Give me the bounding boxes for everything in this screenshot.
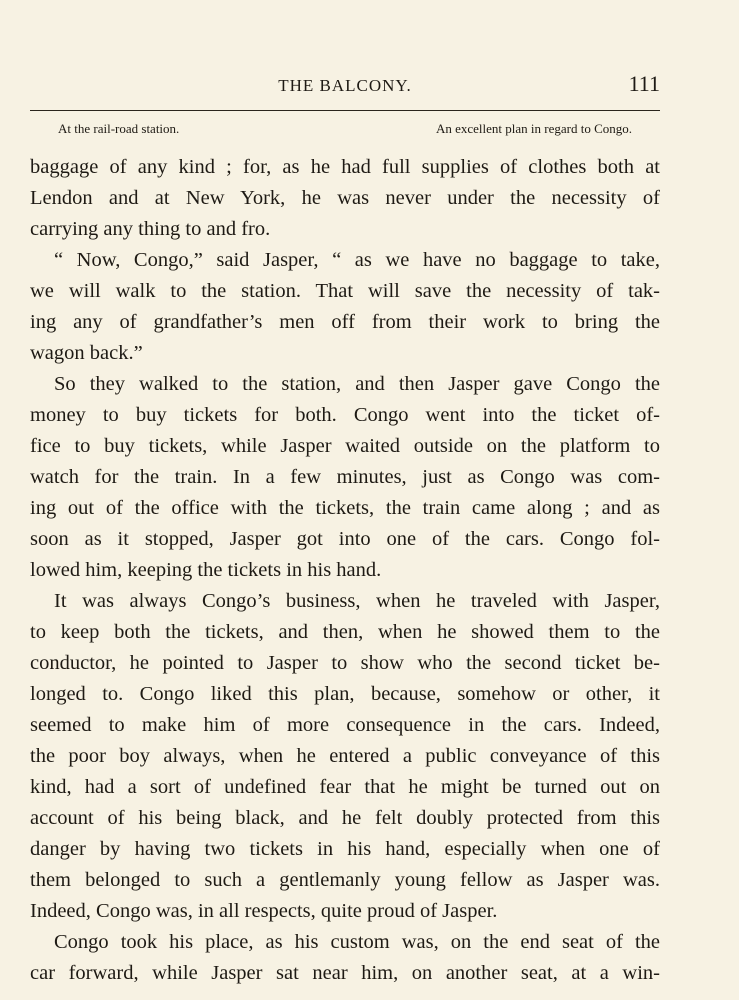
text-line: So they walked to the station, and then Jasper gave Congo the: [54, 373, 660, 395]
text-line: watch for the train. In a few minutes, just as Congo was com-: [30, 466, 660, 488]
text-line: the poor boy always, when he entered a public conveyance of this: [30, 745, 660, 767]
text-line: wagon back.”: [30, 342, 143, 364]
text-line: them belonged to such a gentlemanly young fellow as Jasper was.: [30, 869, 660, 891]
text-line: Indeed, Congo was, in all respects, quite proud of Jasper.: [30, 900, 498, 922]
text-line: lowed him, keeping the tickets in his hand.: [30, 559, 382, 581]
text-line: seemed to make him of more consequence in the cars. Indeed,: [30, 714, 660, 736]
text-line: car forward, while Jasper sat near him, on another seat, at a win-: [30, 962, 660, 984]
text-line: we will walk to the station. That will save the necessity of tak-: [30, 280, 660, 302]
text-line: ing out of the office with the tickets, the train came along ; and as: [30, 497, 660, 519]
text-line: Congo took his place, as his custom was, on the end seat of the: [54, 931, 660, 953]
text-line: danger by having two tickets in his hand, especially when one of: [30, 838, 660, 860]
text-line: ing any of grandfather’s men off from their work to bring the: [30, 311, 660, 333]
header-rule: [30, 110, 660, 111]
text-line: carrying any thing to and fro.: [30, 218, 271, 240]
text-line: soon as it stopped, Jasper got into one of the cars. Congo fol-: [30, 528, 660, 550]
text-line: baggage of any kind ; for, as he had full supplies of clothes both at: [30, 156, 660, 178]
right-subhead: An excellent plan in regard to Congo.: [435, 121, 632, 136]
running-title: THE BALCONY.: [278, 76, 412, 95]
left-subhead: At the rail-road station.: [58, 121, 180, 136]
page-number: 111: [628, 71, 660, 96]
text-line: “ Now, Congo,” said Jasper, “ as we have no baggage to take,: [54, 249, 660, 271]
running-head: [30, 71, 660, 100]
text-line: longed to. Congo liked this plan, because, somehow or other, it: [30, 683, 660, 705]
text-line: conductor, he pointed to Jasper to show who the second ticket be-: [30, 652, 660, 674]
text-line: Lendon and at New York, he was never under the necessity of: [30, 187, 660, 209]
text-line: fice to buy tickets, while Jasper waited outside on the platform to: [30, 435, 660, 457]
body-text: [30, 152, 660, 989]
text-line: It was always Congo’s business, when he traveled with Jasper,: [54, 590, 660, 612]
text-line: account of his being black, and he felt doubly protected from this: [30, 807, 660, 829]
text-line: money to buy tickets for both. Congo went into the ticket of-: [30, 404, 660, 426]
text-line: to keep both the tickets, and then, when he showed them to the: [30, 621, 660, 643]
text-line: kind, had a sort of undefined fear that he might be turned out on: [30, 776, 660, 798]
